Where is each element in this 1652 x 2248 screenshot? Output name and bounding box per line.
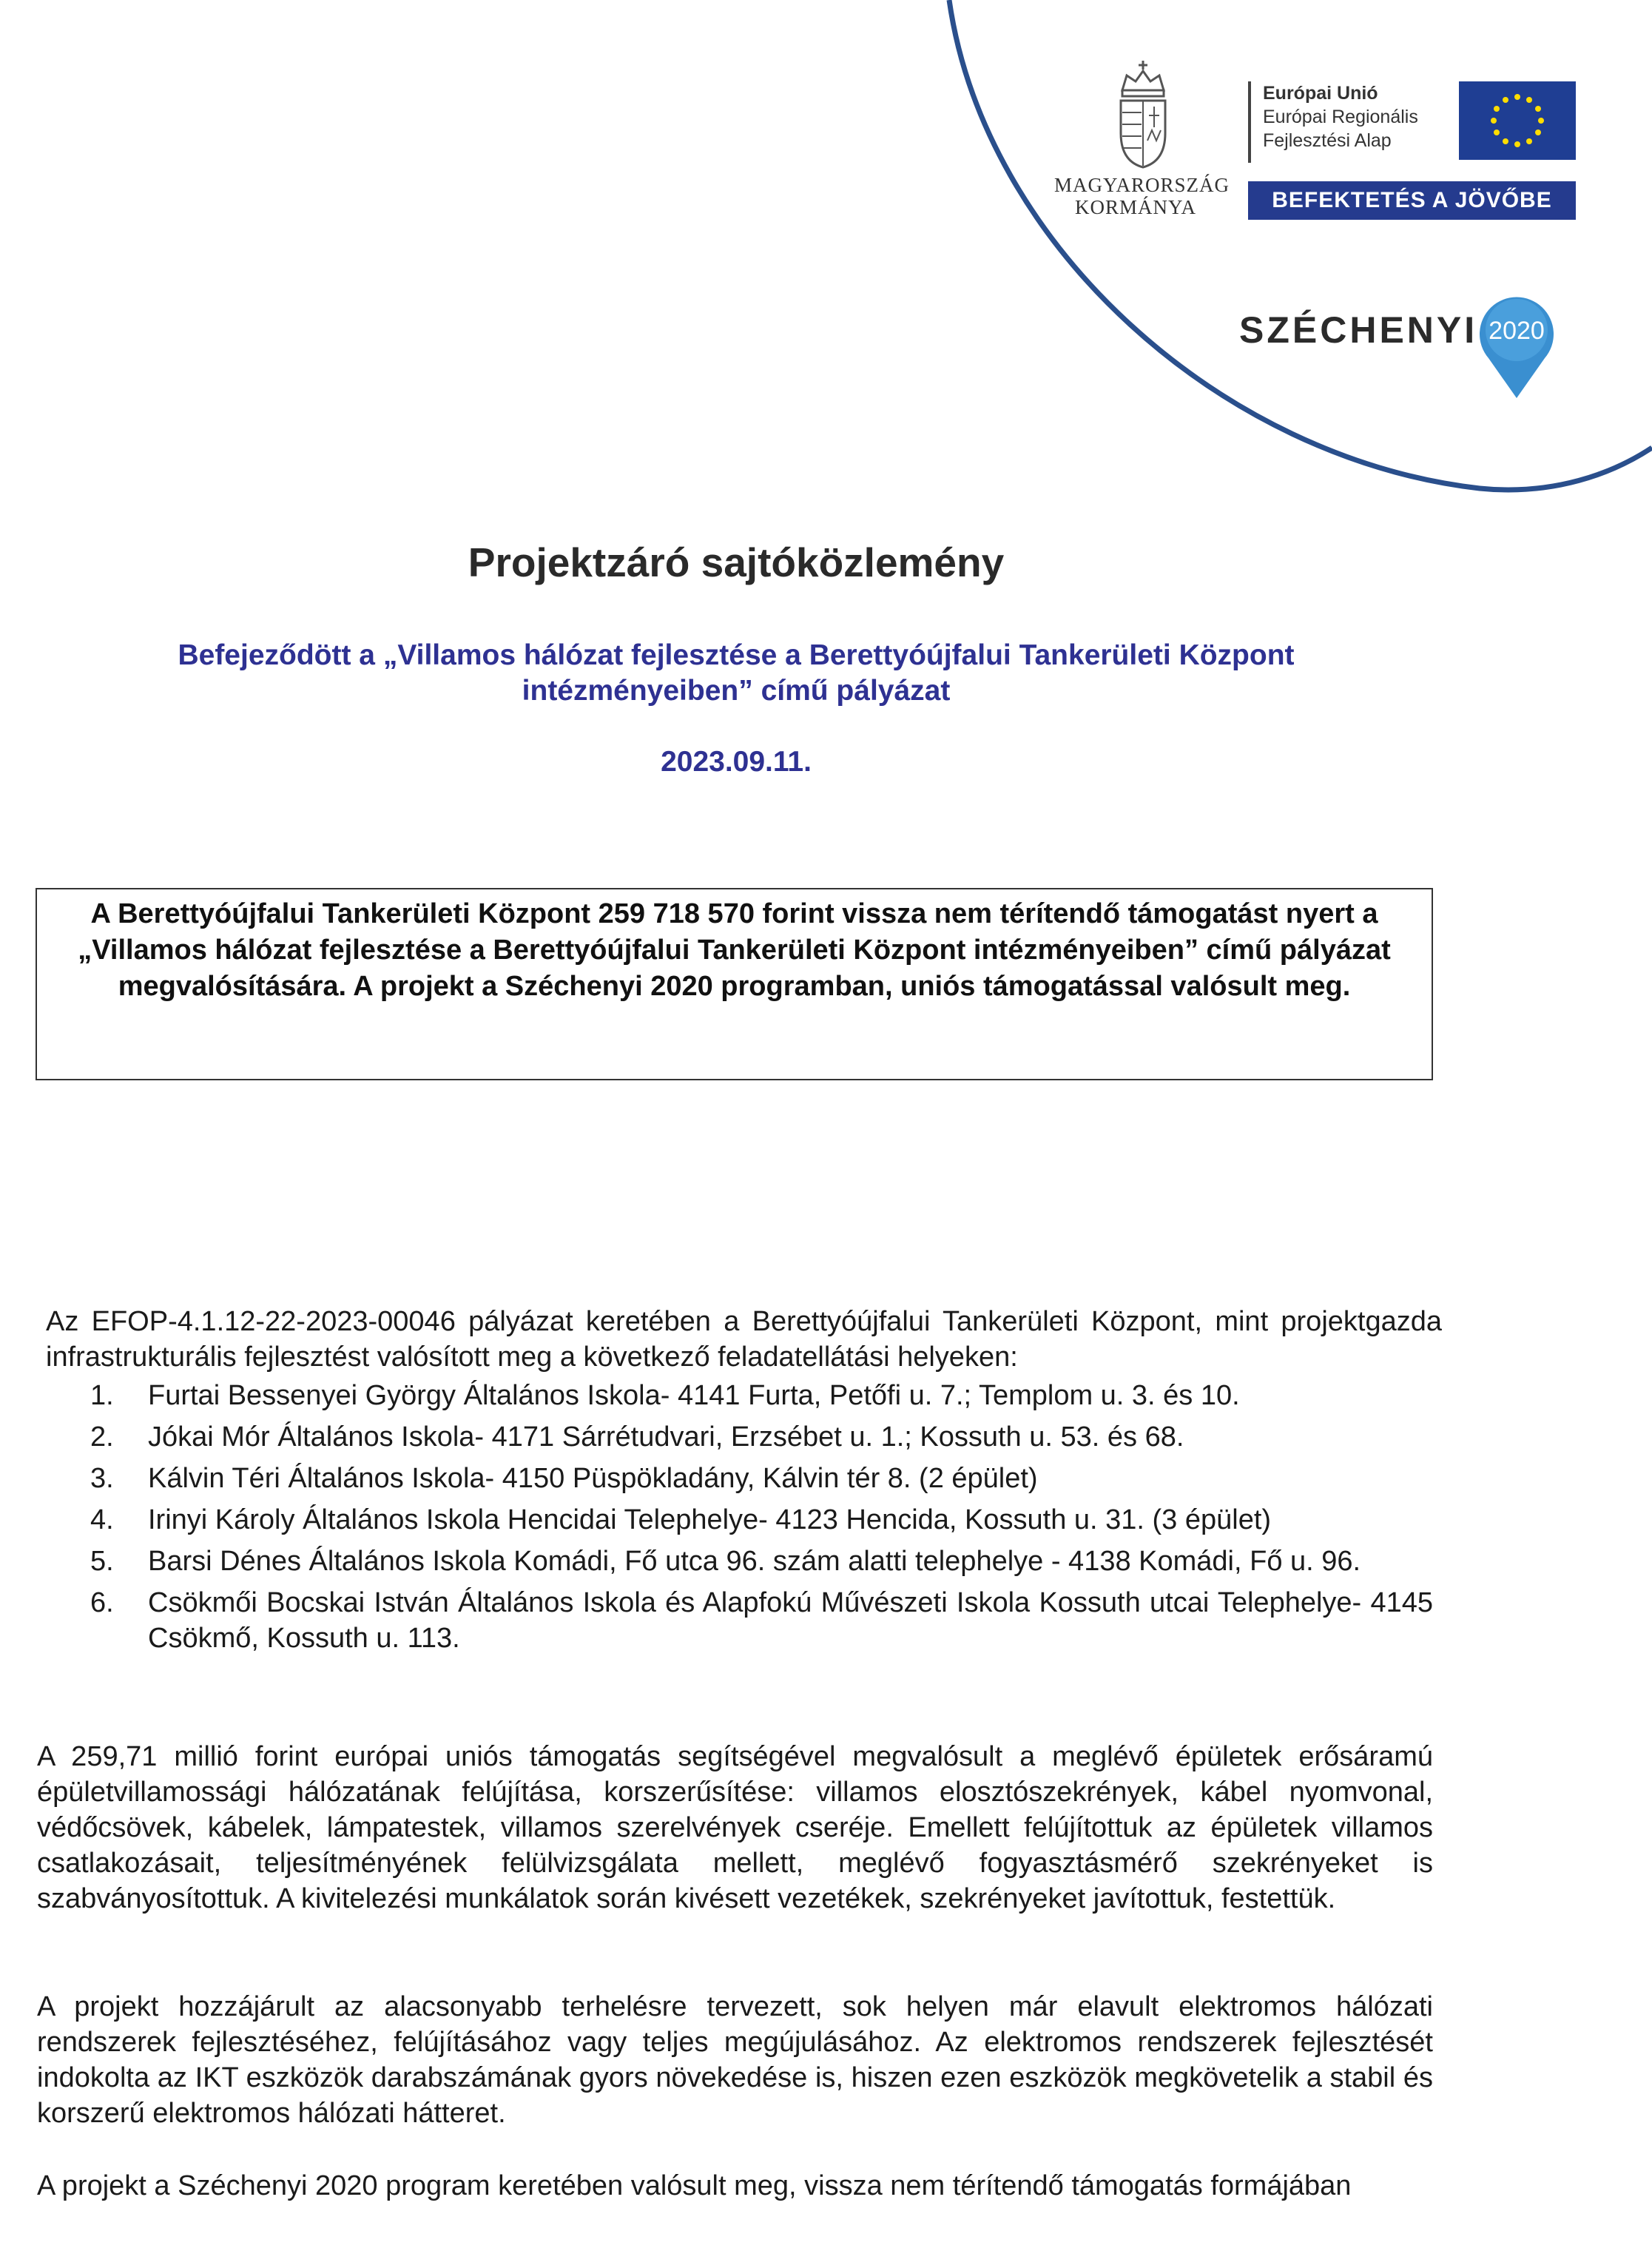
publication-date: 2023.09.11. bbox=[661, 746, 812, 778]
hungarian-coat-of-arms-icon bbox=[1113, 59, 1173, 170]
subtitle-line2: intézményeiben” című pályázat bbox=[522, 675, 951, 707]
list-item: 2. Jókai Mór Általános Iskola- 4171 Sárrétudvari, Erzsébet u. 1.; Kossuth u. 53. és 68. bbox=[90, 1421, 1184, 1453]
site-list bbox=[37, 1378, 1433, 1662]
support-paragraph: A 259,71 millió forint európai uniós támogatás segítségével megvalósult a meglévő épületek erősáramú épületvillamossági hálózatának felújítása, korszerűsítése: villamos elosztószekrények, kábel nyomvonal, védőcsövek, kábelek, lámpatestek, villamos szerelvények cseréje. Emellett felújítottuk az épületek villamos csatlakozásait, teljesítményének felülvizsgálata mellett, meglévő fogyasztásmérő szekrényeket is szabványosítottuk. A kivitelezési munkálatok során kivésett vezetékek, szekrényeket javítottuk, festettük. bbox=[37, 1741, 1433, 1914]
decorative-arc bbox=[0, 0, 1652, 518]
eu-title: Európai Unió bbox=[1263, 83, 1378, 104]
contribution-paragraph: A projekt hozzájárult az alacsonyabb terhelésre tervezett, sok helyen már elavult elektromos hálózati rendszerek fejlesztéséhez, felújításához vagy teljes megújulásához. Az elektromos rendszerek fejlesztését indokolta az IKT eszközök darabszámának gyors növekedése is, hiszen ezen eszközök megkövetelik a stabil és korszerű elektromos hálózati hátteret. bbox=[37, 1991, 1433, 2129]
list-item: 1. Furtai Bessenyei György Általános Iskola- 4141 Furta, Petőfi u. 7.; Templom u. 3. és 10. bbox=[90, 1380, 1240, 1411]
page-title: Projektzáró sajtóközlemény bbox=[468, 539, 1005, 585]
summary-box: A Berettyóújfalui Tankerületi Központ 259 718 570 forint vissza nem térítendő támogatást nyert a „Villamos hálózat fejlesztése a Berettyóújfalui Tankerületi Központ intézményeiben” című pályázat megvalósítására. A projekt a Széchenyi 2020 programban, uniós támogatással valósult meg. bbox=[36, 888, 1433, 1080]
intro-paragraph: Az EFOP-4.1.12-22-2023-00046 pályázat keretében a Berettyóújfalui Tankerületi Központ, mint projektgazda infrastrukturális fejlesztést valósított meg a következő feladatellátási helyeken: bbox=[46, 1306, 1442, 1373]
list-item: 4. Irinyi Károly Általános Iskola Hencidai Telephelye- 4123 Hencida, Kossuth u. 31. (3 épület) bbox=[90, 1504, 1272, 1535]
list-item: 6. Csökmői Bocskai István Általános Iskola és Alapfokú Művészeti Iskola Kossuth utcai Telephelye- 4145 Csökmő, Kossuth u. 113. bbox=[90, 1587, 1433, 1654]
list-item: 3. Kálvin Téri Általános Iskola- 4150 Püspökladány, Kálvin tér 8. (2 épület) bbox=[90, 1463, 1038, 1494]
location-pin-icon bbox=[1474, 287, 1560, 400]
gov-name-line2: KORMÁNYA bbox=[1074, 196, 1196, 218]
eu-fund-text bbox=[1263, 81, 1463, 152]
szechenyi-year: 2020 bbox=[1489, 317, 1545, 345]
subtitle bbox=[118, 638, 1354, 709]
gov-name-line1: MAGYARORSZÁG bbox=[1054, 174, 1230, 196]
eu-flag-icon bbox=[1459, 81, 1576, 160]
eu-slogan-badge: BEFEKTETÉS A JÖVŐBE bbox=[1248, 181, 1576, 220]
szechenyi-wordmark: SZÉCHENYI bbox=[1239, 309, 1478, 351]
program-paragraph: A projekt a Széchenyi 2020 program keretében valósult meg, vissza nem térítendő támogatás formájában bbox=[37, 2170, 1352, 2201]
eu-fund-line1: Európai Regionális bbox=[1263, 107, 1418, 127]
list-item: 5. Barsi Dénes Általános Iskola Komádi, Fő utca 96. szám alatti telephelye - 4138 Komádi, Fő u. 96. bbox=[90, 1546, 1361, 1577]
logo-divider bbox=[1248, 81, 1251, 163]
eu-fund-line2: Fejlesztési Alap bbox=[1263, 130, 1392, 151]
subtitle-line1: Befejeződött a „Villamos hálózat fejlesztése a Berettyóújfalui Tankerületi Központ bbox=[178, 639, 1295, 671]
government-logo bbox=[1054, 59, 1230, 218]
